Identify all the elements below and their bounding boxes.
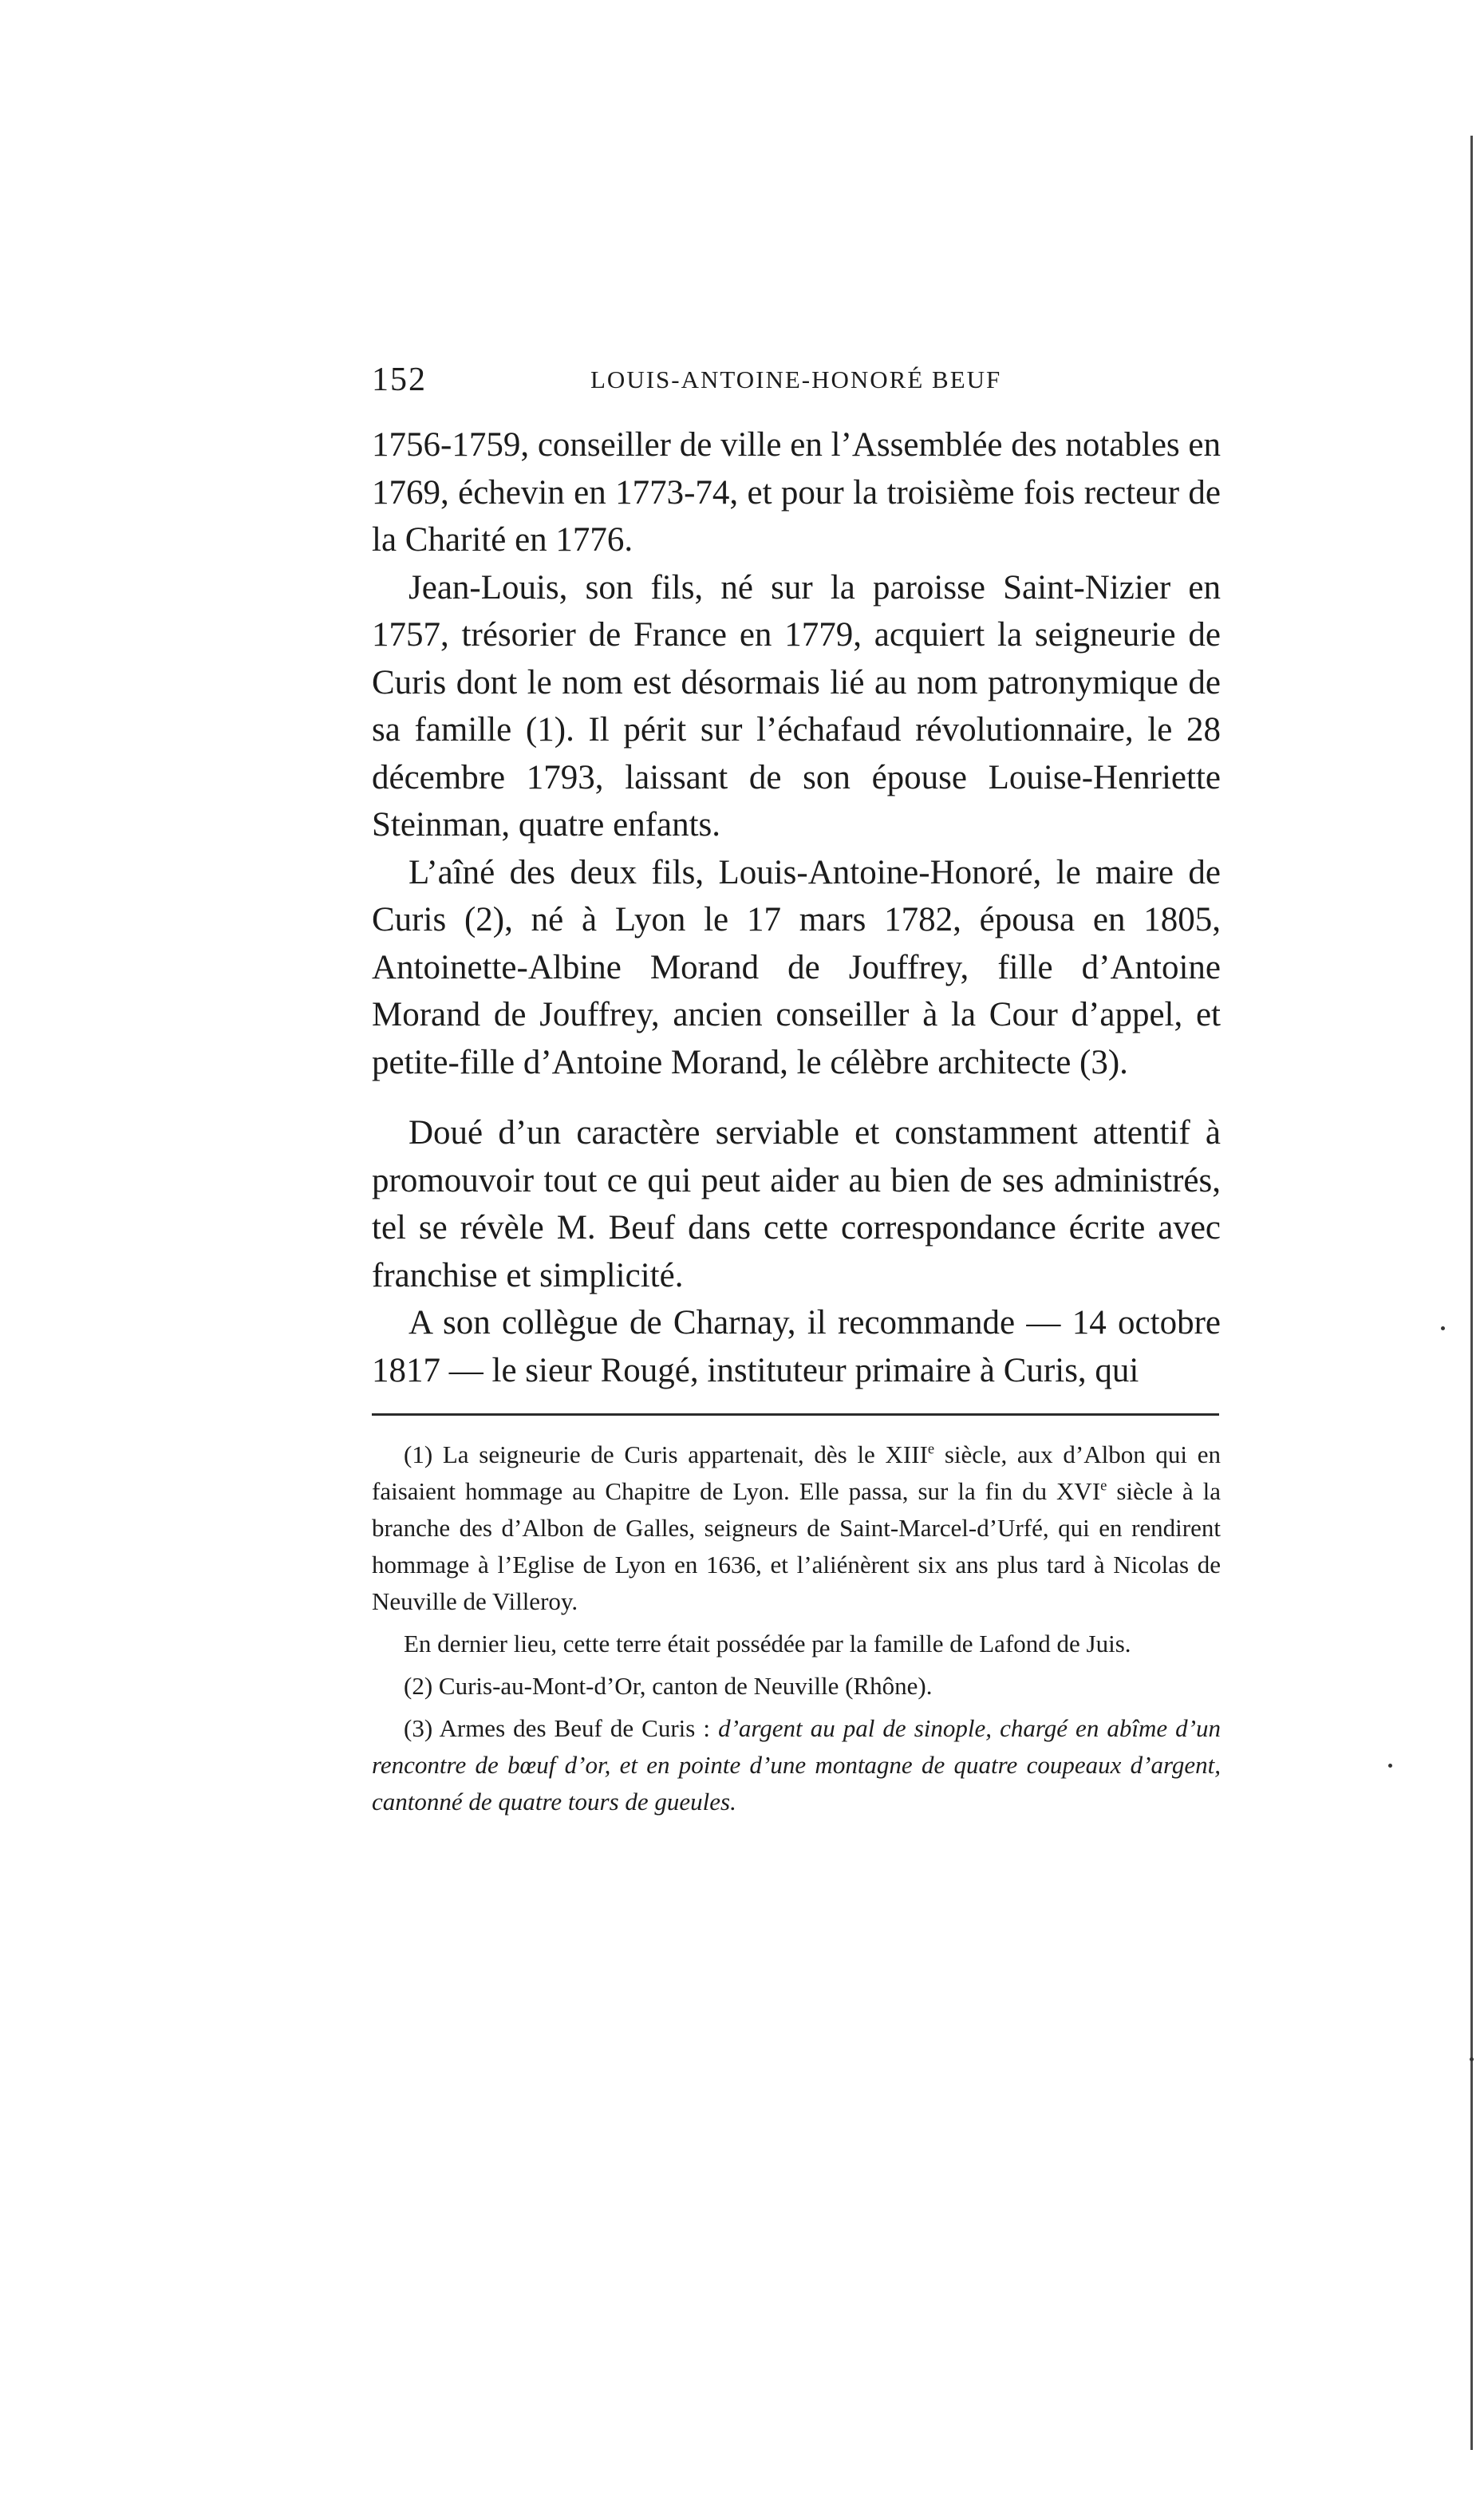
page-edge-shadow xyxy=(1470,136,1473,2450)
footnote-3-label: (3) Armes des Beuf de Curis : xyxy=(404,1714,719,1742)
footnote-1 xyxy=(372,1436,1221,1620)
century-superscript: e xyxy=(1100,1477,1107,1495)
footnote-divider xyxy=(372,1413,1219,1416)
paragraph-jean-louis: Jean-Louis, son fils, né sur la paroisse Saint-Nizier en 1757, trésorier de France en 1779, acquiert la seigneurie de Curis dont le nom est désormais lié au nom patronymique de sa famille (1). Il périt sur l’échafaud révolutionnaire, le 28 décembre 1793, laissant de son épouse Louise-Henriette Steinman, quatre enfants. xyxy=(372,568,1221,844)
paragraph-charnay: A son collègue de Charnay, il recommande — 14 octobre 1817 — le sieur Rougé, instituteur primaire à Curis, qui xyxy=(372,1304,1221,1389)
footnote-1-text-a: (1) La seigneurie de Curis appartenait, dès le xyxy=(404,1440,886,1468)
paper-speck xyxy=(1441,1326,1445,1330)
page-number: 152 xyxy=(372,362,427,398)
footnote-1-text-b: siècle, aux d’Albon qui en faisaient hommage au Chapitre de Lyon. Elle passa, sur la fin du xyxy=(372,1440,1221,1505)
paragraph-louis-antoine: L’aîné des deux fils, Louis-Antoine-Honoré, le maire de Curis (2), né à Lyon le 17 mars 1782, épousa en 1805, Antoinette-Albine Morand de Jouffrey, fille d’Antoine Morand de Jouffrey, ancien conseiller à la Cour d’appel, et petite-fille d’Antoine Morand, le célèbre architecte (3). xyxy=(372,853,1221,1081)
century-superscript: e xyxy=(927,1440,935,1458)
footnote-2: (2) Curis-au-Mont-d’Or, canton de Neuville (Rhône). xyxy=(404,1672,933,1700)
century-sixteen: XVI xyxy=(1056,1477,1101,1505)
paper-speck xyxy=(1388,1764,1392,1768)
century-thirteen: XIII xyxy=(885,1440,928,1468)
body-text xyxy=(372,421,1221,1394)
paper-speck xyxy=(1470,2057,1474,2061)
footnote-1-continuation: En dernier lieu, cette terre était possédée par la famille de Lafond de Juis. xyxy=(404,1630,1131,1658)
footnote-1-text-c: siècle à la branche des d’Albon de Galles, seigneurs de Saint-Marcel-d’Urfé, qui en rendirent hommage à l’Eglise de Lyon en 1636, et l’aliénèrent six ans plus tard à Nicolas de Neuville de Villeroy. xyxy=(372,1477,1222,1615)
footnote-3-blazon: d’argent au pal de sinople, chargé en abîme d’un rencontre de bœuf d’or, et en pointe d’une montagne de quatre coupeaux d’argent, cantonné de quatre tours de gueules. xyxy=(372,1714,1221,1816)
footnotes xyxy=(372,1436,1221,1826)
paragraph-character: Doué d’un caractère serviable et constamment attentif à promouvoir tout ce qui peut aider au bien de ses administrés, tel se révèle M. Beuf dans cette correspondance écrite avec franchise et simplicité. xyxy=(372,1114,1221,1294)
footnote-3 xyxy=(372,1710,1221,1820)
running-head xyxy=(372,361,1218,401)
running-title: LOUIS-ANTOINE-HONORÉ BEUF xyxy=(590,365,1002,393)
paragraph-continuation: 1756-1759, conseiller de ville en l’Assemblée des notables en 1769, échevin en 1773-74, et pour la troisième fois recteur de la Charité en 1776. xyxy=(372,426,1221,559)
